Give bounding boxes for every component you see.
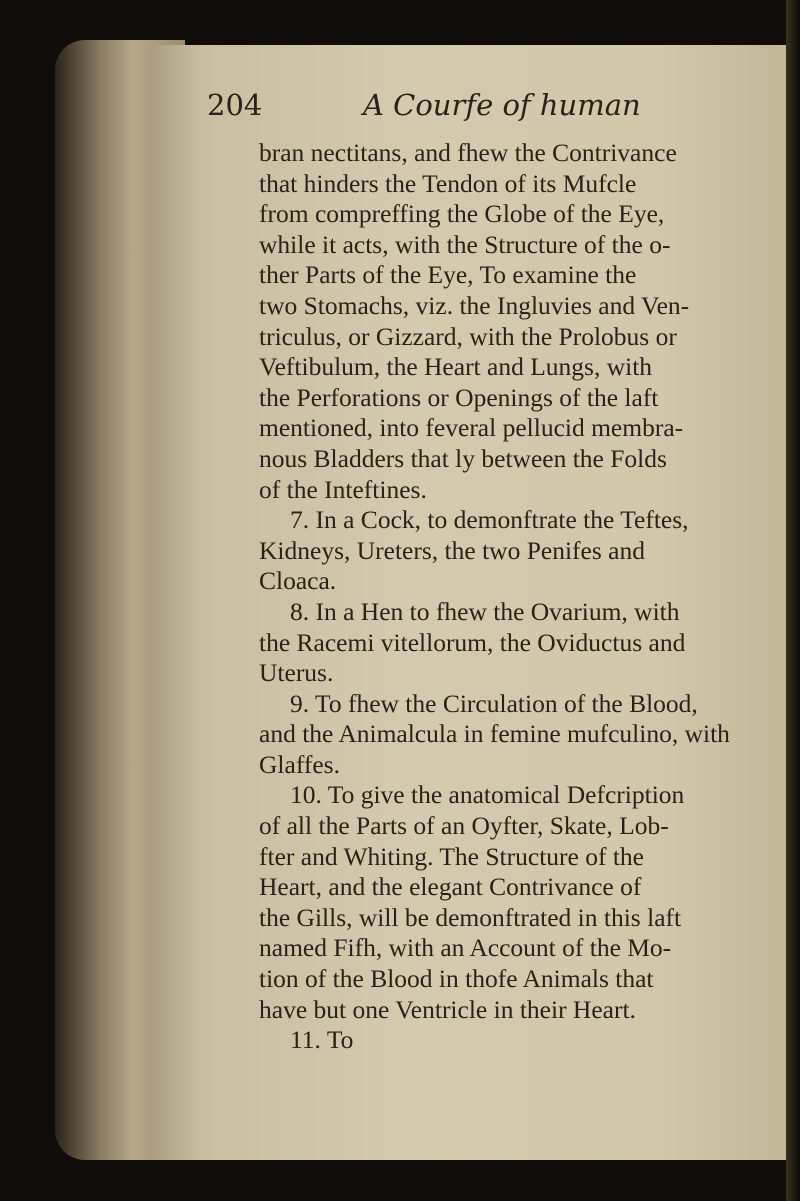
text-line: fter and Whiting. The Structure of the bbox=[259, 841, 644, 871]
page-number: 204 bbox=[207, 88, 263, 122]
text-line: have but one Ventricle in their Heart. bbox=[259, 994, 636, 1024]
text-line: nous Bladders that ly between the Folds bbox=[259, 443, 667, 473]
text-line: the Gills, will be demonftrated in this laft bbox=[259, 902, 682, 932]
text-line: from compreffing the Globe of the Eye, bbox=[259, 199, 665, 229]
text-line: the Racemi vitellorum, the Oviductus and bbox=[259, 627, 686, 657]
text-line: Uterus. bbox=[259, 658, 334, 688]
text-line: named Fifh, with an Account of the Mo- bbox=[259, 933, 672, 963]
page-header bbox=[195, 88, 775, 128]
running-title: A Courfe of human bbox=[363, 88, 641, 122]
text-line: the Perforations or Openings of the laft bbox=[259, 382, 659, 412]
text-line: Kidneys, Ureters, the two Penifes and bbox=[259, 535, 645, 565]
text-line: 8. In a Hen to fhew the Ovarium, with bbox=[290, 596, 680, 626]
page-edge-shadow bbox=[786, 0, 800, 1201]
text-line: 11. To bbox=[290, 1025, 354, 1055]
text-line: while it acts, with the Structure of the o- bbox=[259, 229, 671, 259]
text-line: 9. To fhew the Circulation of the Blood, bbox=[290, 688, 698, 718]
text-line: 7. In a Cock, to demonftrate the Teftes, bbox=[290, 505, 689, 535]
text-line: two Stomachs, viz. the Ingluvies and Ven- bbox=[259, 290, 690, 320]
body-text bbox=[195, 138, 775, 1056]
text-line: and the Animalcula in femine mufculino, with bbox=[259, 719, 730, 749]
text-line: of the Inteftines. bbox=[259, 474, 427, 504]
text-line: Glaffes. bbox=[259, 749, 340, 779]
text-line: 10. To give the anatomical Defcription bbox=[290, 780, 685, 810]
text-line: of all the Parts of an Oyfter, Skate, Lob- bbox=[259, 811, 669, 841]
text-line: Veftibulum, the Heart and Lungs, with bbox=[259, 352, 653, 382]
text-line: Heart, and the elegant Contrivance of bbox=[259, 872, 642, 902]
page-content bbox=[195, 88, 775, 1056]
text-line: mentioned, into feveral pellucid membra- bbox=[259, 413, 684, 443]
text-line: triculus, or Gizzard, with the Prolobus or bbox=[259, 321, 677, 351]
text-line: tion of the Blood in thofe Animals that bbox=[259, 964, 654, 994]
text-line: that hinders the Tendon of its Mufcle bbox=[259, 168, 637, 198]
text-line: bran nectitans, and fhew the Contrivance bbox=[259, 138, 677, 167]
text-line: Cloaca. bbox=[259, 566, 337, 596]
text-line: ther Parts of the Eye, To examine the bbox=[259, 260, 637, 290]
